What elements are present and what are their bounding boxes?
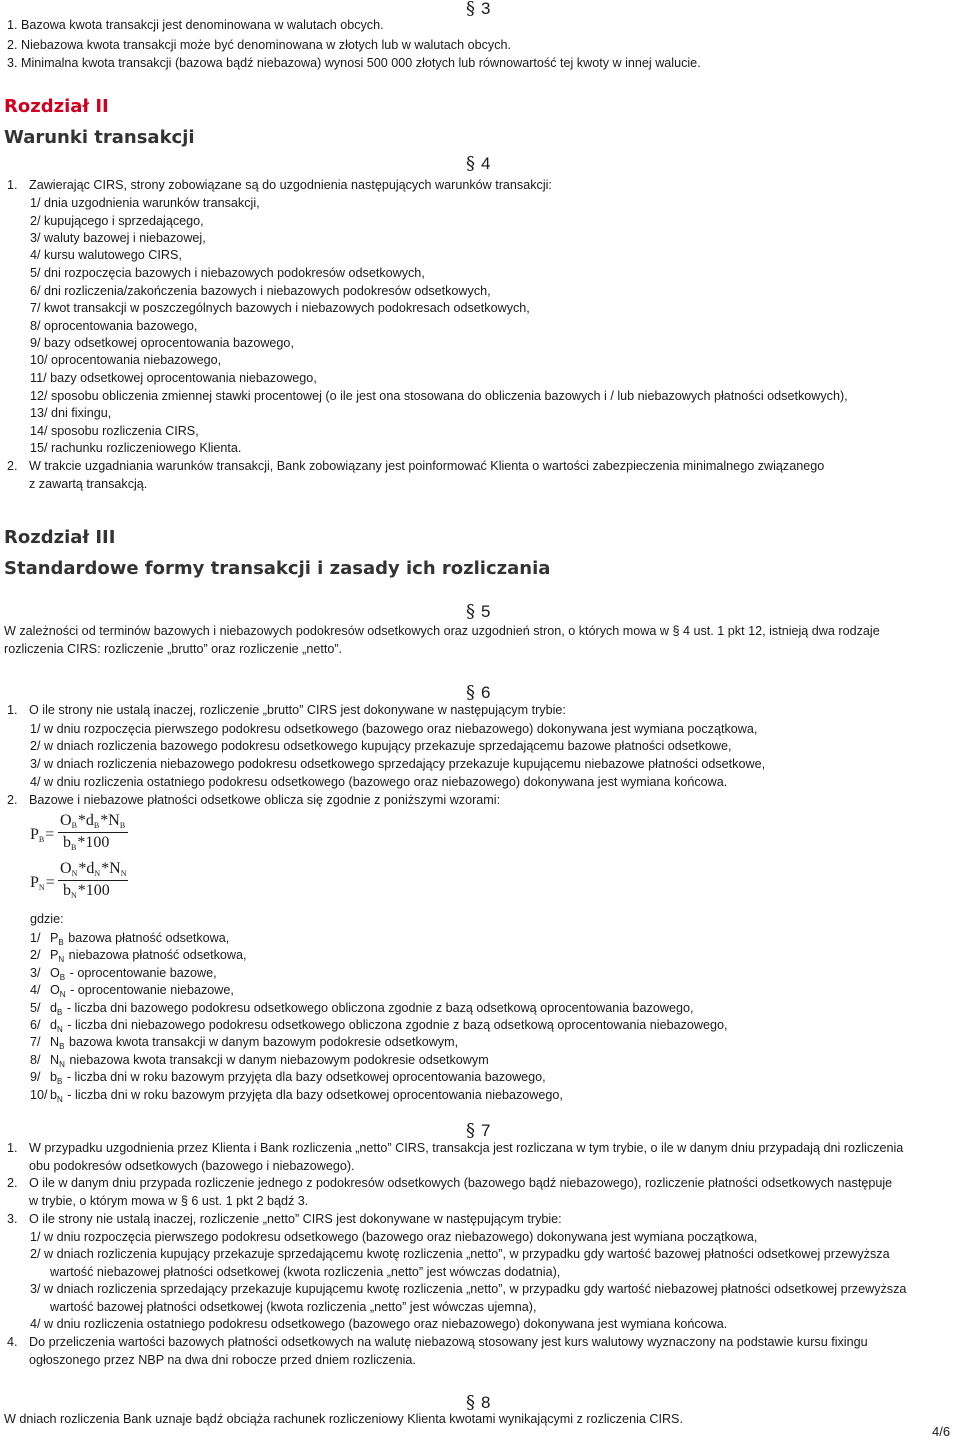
item-number: 1/ — [30, 931, 41, 945]
s3-item-1: 1. Bazowa kwota transakcji jest denominowana w walutach obcych. — [7, 18, 384, 32]
list-item: 2/ w dniach rozliczenia kupujący przekazuje sprzedającemu kwotę rozliczenia „netto”, w przypadku gdy wartość bazowej płatności odsetkowej przewyższa — [30, 1247, 890, 1261]
s7-para-2 — [7, 1176, 892, 1190]
section-number: 3 — [481, 0, 491, 18]
definition-text: niebazowa kwota transakcji w danym niebazowym podokresie odsetkowym — [65, 1052, 489, 1067]
item-number: 5/ — [30, 1000, 41, 1015]
formula-denominator — [63, 834, 109, 852]
s6-para-2-text: Bazowe i niebazowe płatności odsetkowe oblicza się zgodnie z poniższymi wzorami: — [29, 793, 501, 807]
subscript: B — [57, 1007, 63, 1017]
item-number: 8/ — [30, 1052, 41, 1067]
list-item: 1/ w dniu rozpoczęcia pierwszego podokresu odsetkowego (bazowego oraz niebazowego) dokonywana jest wymiana początkowa, — [30, 722, 758, 736]
symbol: P — [30, 874, 39, 891]
definition-text: - oprocentowanie niebazowe, — [66, 983, 234, 998]
subscript: B — [59, 972, 66, 982]
symbol: O — [60, 860, 72, 877]
definition-item — [30, 1018, 728, 1032]
symbol: *d — [77, 812, 94, 829]
subscript: B — [38, 835, 45, 844]
s6-para-1-text: O ile strony nie ustalą inaczej, rozliczenie „brutto” CIRS jest dokonywane w następującym trybie: — [29, 703, 566, 717]
section-number: 5 — [481, 602, 491, 621]
definition-text: - liczba dni w roku bazowym przyjęta dla bazy odsetkowej oprocentowania bazowego, — [63, 1070, 546, 1085]
section-3-heading — [466, 0, 490, 19]
symbol: d — [50, 1018, 58, 1032]
s7-para-1-cont: obu podokresów odsetkowych (bazowego i niebazowego). — [29, 1159, 355, 1173]
paragraph-sign: § — [466, 1392, 475, 1413]
item-number: 7/ — [30, 1035, 41, 1050]
s5-line-2: rozliczenia CIRS: rozliczenie „brutto” oraz rozliczenie „netto”. — [4, 642, 343, 656]
gdzie-label: gdzie: — [30, 912, 64, 926]
list-item: 6/ dni rozliczenia/zakończenia bazowych i niebazowych podokresów odsetkowych, — [30, 284, 491, 298]
item-number: 9/ — [30, 1070, 41, 1085]
subscript: B — [58, 938, 64, 947]
list-item-cont: wartość bazowej płatności odsetkowej (kwota rozliczenia „netto” jest wówczas ujemna), — [50, 1300, 537, 1314]
paragraph-sign: § — [466, 682, 475, 703]
item-number: 2. — [7, 793, 18, 807]
subscript: B — [71, 821, 77, 830]
item-number: 3. — [7, 1212, 18, 1226]
s4-para-2-text: W trakcie uzgadniania warunków transakcji, Bank zobowiązany jest poinformować Klienta o wartości zabezpieczenia minimalnego związanego — [29, 459, 825, 473]
s7-para-3 — [7, 1212, 562, 1226]
s4-para-1 — [7, 178, 552, 192]
list-item: 1/ dnia uzgodnienia warunków transakcji, — [30, 196, 260, 210]
page-number: 4/6 — [932, 1424, 951, 1439]
s6-para-2 — [7, 793, 500, 807]
symbol: *d — [78, 860, 95, 877]
symbol: b — [50, 1087, 58, 1102]
s5-line-1: W zależności od terminów bazowych i niebazowych podokresów odsetkowych oraz uzgodnień stron, o których mowa w § 4 ust. 1 pkt 12, istnieją dwa rodzaje — [4, 624, 880, 638]
section-6-heading — [466, 682, 490, 703]
chapter-3-title: Rozdział III — [4, 527, 116, 548]
chapter-2-subtitle: Warunki transakcji — [4, 127, 195, 148]
section-4-heading — [466, 153, 490, 174]
subscript: N — [59, 990, 66, 1000]
chapter-2-title: Rozdział II — [4, 96, 109, 117]
symbol: P — [50, 931, 59, 945]
subscript: N — [71, 891, 77, 900]
formula-denominator — [63, 882, 110, 900]
list-item: 13/ dni fixingu, — [30, 406, 112, 420]
symbol: N — [50, 1035, 60, 1050]
symbol: *100 — [77, 834, 110, 851]
section-8-heading — [466, 1392, 490, 1413]
symbol: *100 — [77, 882, 110, 899]
paragraph-sign: § — [466, 0, 475, 19]
definition-item — [30, 931, 229, 945]
chapter-3-subtitle: Standardowe formy transakcji i zasady ich rozliczania — [4, 558, 551, 579]
s7-para-2-cont: w trybie, o którym mowa w § 6 ust. 1 pkt 2 bądź 3. — [29, 1194, 309, 1208]
list-item: 8/ oprocentowania bazowego, — [30, 319, 198, 333]
subscript: N — [94, 869, 101, 878]
definition-text: - liczba dni niebazowego podokresu odsetkowego obliczona zgodnie z bazą odsetkową oprocentowania niebazowego, — [63, 1018, 728, 1032]
definition-text: bazowa płatność odsetkowa, — [64, 931, 230, 945]
formula-lhs — [30, 874, 55, 892]
formula-numerator — [60, 860, 127, 878]
s7-para-4-text: Do przeliczenia wartości bazowych płatności odsetkowych na walutę niebazową stosowany jest kurs walutowy wyznaczony na podstawie kursu fixingu — [29, 1335, 868, 1349]
s4-para-2-cont: z zawartą transakcją. — [29, 477, 148, 491]
definition-item — [30, 1053, 489, 1067]
item-number: 2/ — [30, 948, 41, 963]
s4-para-1-text: Zawierając CIRS, strony zobowiązane są do uzgodnienia następujących warunków transakcji: — [29, 178, 552, 192]
subscript: N — [57, 1094, 63, 1104]
list-item: 14/ sposobu rozliczenia CIRS, — [30, 424, 199, 438]
s7-para-4 — [7, 1335, 868, 1349]
item-number: 3/ — [30, 965, 41, 980]
definition-item — [30, 1035, 459, 1052]
formula-numerator — [60, 812, 126, 830]
list-item-cont: wartość niebazowej płatności odsetkowej (kwota rozliczenia „netto” jest wówczas dodatnia), — [50, 1265, 561, 1279]
definition-item — [30, 1070, 546, 1087]
symbol: *N — [100, 812, 120, 829]
subscript: N — [58, 955, 65, 965]
subscript: B — [59, 1042, 65, 1052]
s4-para-2 — [7, 459, 824, 473]
symbol: N — [50, 1052, 60, 1067]
section-number: 8 — [481, 1393, 491, 1412]
paragraph-sign: § — [466, 601, 475, 622]
symbol: P — [30, 826, 39, 843]
symbol: *N — [101, 860, 121, 877]
subscript: B — [119, 821, 126, 830]
subscript: N — [71, 869, 78, 878]
definition-item — [30, 983, 234, 1000]
definition-text: - oprocentowanie bazowe, — [66, 965, 217, 980]
list-item: 3/ w dniach rozliczenia niebazowego podokresu odsetkowego sprzedający przekazuje kupującemu niebazowe płatności odsetkowe, — [30, 757, 766, 771]
s7-para-4-cont: ogłoszonego przez NBP na dwa dni robocze przed dniem rozliczenia. — [29, 1353, 416, 1367]
symbol: b — [63, 882, 71, 899]
s7-para-1 — [7, 1141, 903, 1155]
list-item: 11/ bazy odsetkowej oprocentowania niebazowego, — [30, 371, 317, 385]
s3-item-2: 2. Niebazowa kwota transakcji może być denominowana w złotych lub w walutach obcych. — [7, 38, 511, 52]
subscript: N — [38, 883, 45, 892]
section-number: 7 — [481, 1121, 491, 1140]
item-number: 4/ — [30, 983, 41, 998]
item-number: 1. — [7, 178, 18, 192]
symbol: b — [63, 834, 71, 851]
formula-lhs — [30, 826, 54, 844]
definition-item — [30, 1088, 563, 1102]
definition-text: niebazowa płatność odsetkowa, — [65, 948, 247, 963]
subscript: N — [120, 869, 127, 878]
equals-sign: = — [45, 874, 55, 891]
definition-text: - liczba dni bazowego podokresu odsetkowego obliczona zgodnie z bazą odsetkową oprocentowania bazowego, — [63, 1000, 694, 1015]
item-number: 1. — [7, 703, 18, 717]
s7-para-3-text: O ile strony nie ustalą inaczej, rozliczenie „netto” CIRS jest dokonywane w następującym trybie: — [29, 1212, 562, 1226]
paragraph-sign: § — [466, 153, 475, 174]
fraction-bar — [58, 880, 128, 881]
item-number: 4. — [7, 1335, 18, 1349]
definition-text: bazowa kwota transakcji w danym bazowym podokresie odsetkowym, — [65, 1035, 459, 1050]
list-item: 2/ w dniach rozliczenia bazowego podokresu odsetkowego kupujący przekazuje sprzedającemu bazowe płatności odsetkowe, — [30, 739, 732, 753]
item-number: 2. — [7, 1176, 18, 1190]
definition-item — [30, 948, 247, 965]
list-item: 4/ w dniu rozliczenia ostatniego podokresu odsetkowego (bazowego oraz niebazowego) dokonywana jest wymiana końcowa. — [30, 1317, 728, 1331]
definition-item — [30, 966, 217, 980]
symbol: b — [50, 1070, 58, 1085]
symbol: O — [50, 965, 60, 980]
item-number: 6/ — [30, 1018, 41, 1032]
item-number: 10/ — [30, 1087, 48, 1102]
section-number: 6 — [481, 683, 491, 702]
section-7-heading — [466, 1120, 490, 1141]
definition-item — [30, 1001, 693, 1015]
s8-text: W dniach rozliczenia Bank uznaje bądź obciąża rachunek rozliczeniowy Klienta kwotami wynikającymi z rozliczenia CIRS. — [4, 1412, 683, 1426]
list-item: 5/ dni rozpoczęcia bazowych i niebazowych podokresów odsetkowych, — [30, 266, 425, 280]
subscript: B — [71, 843, 77, 852]
subscript: N — [59, 1059, 65, 1069]
subscript: B — [93, 821, 100, 830]
list-item: 3/ w dniach rozliczenia sprzedający przekazuje kupującemu kwotę rozliczenia „netto”, w przypadku gdy wartość niebazowej płatności odsetkowej przewyższa — [30, 1282, 907, 1296]
list-item: 15/ rachunku rozliczeniowego Klienta. — [30, 441, 242, 455]
item-number: 2. — [7, 459, 18, 473]
list-item: 1/ w dniu rozpoczęcia pierwszego podokresu odsetkowego (bazowego oraz niebazowego) dokonywana jest wymiana początkowa, — [30, 1230, 758, 1244]
list-item: 12/ sposobu obliczenia zmiennej stawki procentowej (o ile jest ona stosowana do obliczenia bazowych i / lub niebazowych płatności odsetkowych), — [30, 389, 848, 403]
s6-para-1 — [7, 703, 566, 717]
subscript: N — [57, 1025, 63, 1034]
list-item: 3/ waluty bazowej i niebazowej, — [30, 231, 206, 245]
equals-sign: = — [45, 826, 55, 843]
fraction-bar — [58, 832, 128, 833]
list-item: 4/ kursu walutowego CIRS, — [30, 248, 182, 262]
item-number: 1. — [7, 1141, 18, 1155]
definition-text: - liczba dni w roku bazowym przyjęta dla bazy odsetkowej oprocentowania niebazowego, — [63, 1087, 563, 1102]
symbol: O — [50, 983, 60, 998]
paragraph-sign: § — [466, 1120, 475, 1141]
list-item: 4/ w dniu rozliczenia ostatniego podokresu odsetkowego (bazowego oraz niebazowego) dokonywana jest wymiana końcowa. — [30, 775, 728, 789]
symbol: P — [50, 948, 59, 963]
list-item: 2/ kupującego i sprzedającego, — [30, 214, 204, 228]
list-item: 7/ kwot transakcji w poszczególnych bazowych i niebazowych podokresach odsetkowych, — [30, 301, 530, 315]
s3-item-3: 3. Minimalna kwota transakcji (bazowa bądź niebazowa) wynosi 500 000 złotych lub równowartość tej kwoty w innej walucie. — [7, 56, 701, 70]
section-number: 4 — [481, 154, 491, 173]
list-item: 9/ bazy odsetkowej oprocentowania bazowego, — [30, 336, 294, 350]
symbol: O — [60, 812, 72, 829]
s7-para-1-text: W przypadku uzgodnienia przez Klienta i Bank rozliczenia „netto” CIRS, transakcja jest rozliczana w tym trybie, o ile w danym dniu przypadają dni rozliczenia — [29, 1141, 904, 1155]
section-5-heading — [466, 601, 490, 622]
symbol: d — [50, 1000, 58, 1015]
list-item: 10/ oprocentowania niebazowego, — [30, 353, 222, 367]
subscript: B — [57, 1077, 63, 1087]
s7-para-2-text: O ile w danym dniu przypada rozliczenie jednego z podokresów odsetkowych (bazowego bądź niebazowego), rozliczenie płatności odsetkowych następuje — [29, 1176, 893, 1190]
